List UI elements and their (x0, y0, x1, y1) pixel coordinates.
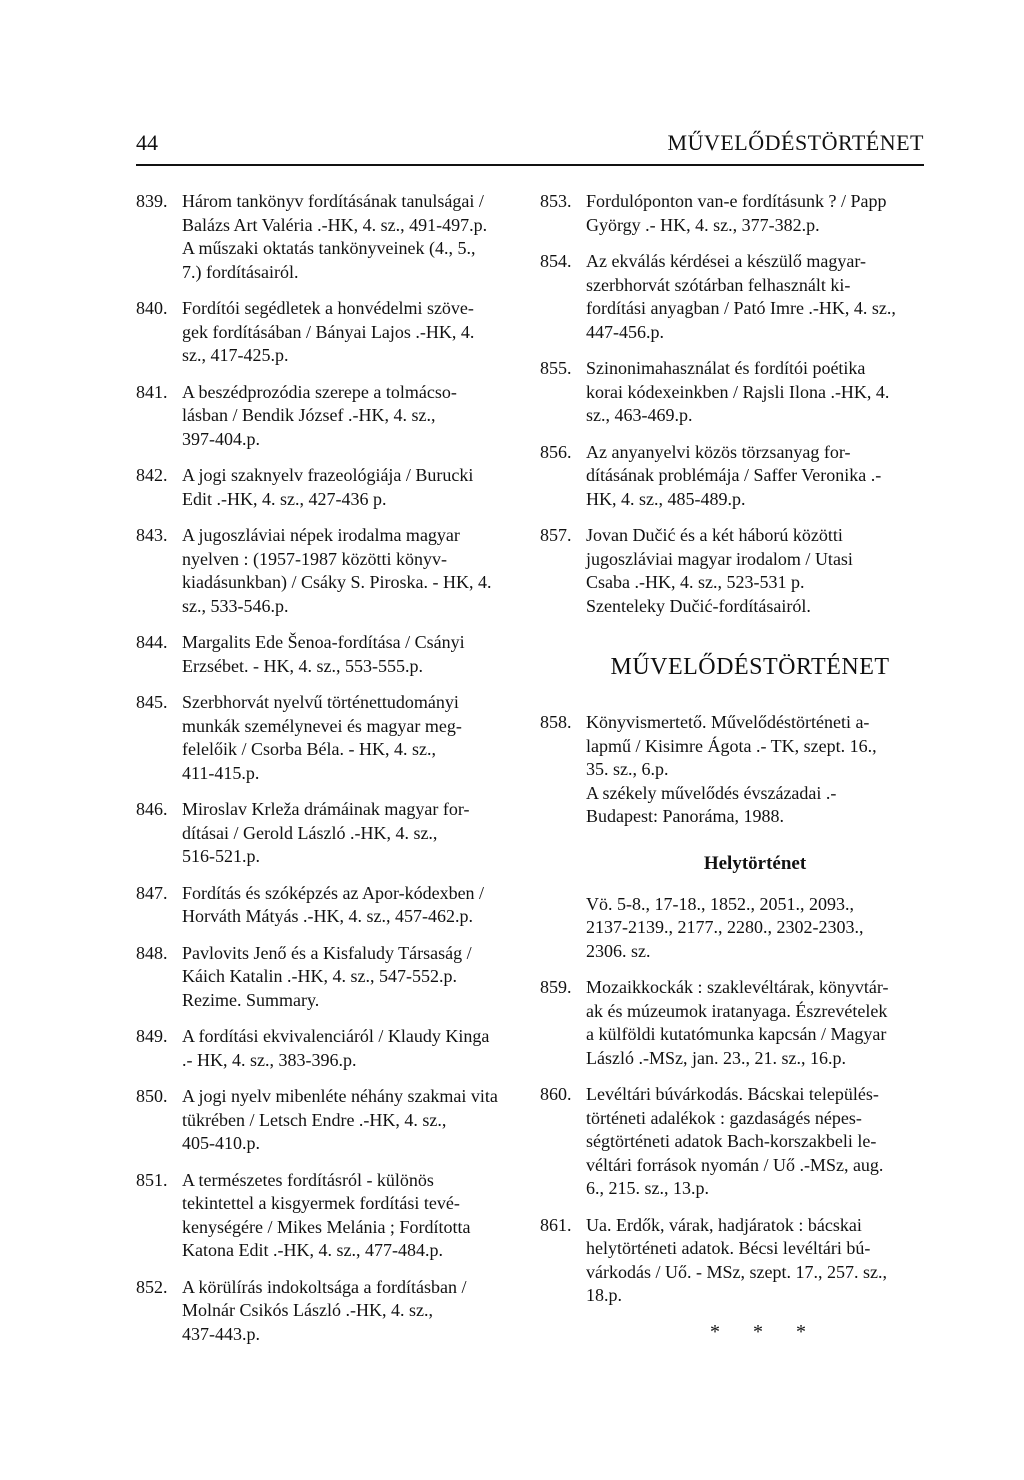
bibliography-entry (136, 942, 506, 1013)
end-mark: * * * (710, 1320, 820, 1343)
entry-text: Az ekválás kérdései a készülő magyar- szerbhorvát szótárban felhasznált ki- fordítási anyagban / Pató Imre .-HK, 4. sz., 447-456.p. (586, 251, 896, 342)
entry-number: 855. (540, 358, 572, 378)
entry-text: A beszédprozódia szerepe a tolmácso- lásban / Bendik József .-HK, 4. sz., 397-404.p. (182, 381, 457, 449)
bibliography-entry (136, 190, 506, 284)
entry-number: 849. (136, 1026, 168, 1046)
bibliography-entry (136, 798, 506, 869)
entry-text: Ua. Erdők, várak, hadjáratok : bácskai helytörténeti adatok. Bécsi levéltári bú- várkodás / Uő. - MSz, szept. 17., 257. sz., 18.p. (586, 1214, 887, 1305)
entry-number: 845. (136, 692, 168, 712)
bibliography-entry (136, 882, 506, 929)
bibliography-entry (540, 441, 930, 512)
entry-number: 854. (540, 251, 572, 271)
bibliography-entry (136, 297, 506, 368)
bibliography-entry (540, 357, 930, 428)
bibliography-entry (136, 381, 506, 452)
entry-text: Szinonimahasználat és fordítói poétika korai kódexeinkben / Rajsli Ilona .-HK, 4. sz., 463-469.p. (586, 358, 890, 425)
right-column (540, 190, 930, 1344)
entry-number: 841. (136, 381, 168, 402)
entry-number: 859. (540, 977, 572, 997)
bibliography-entry (540, 1214, 930, 1308)
running-title: MŰVELŐDÉSTÖRTÉNET (667, 130, 924, 155)
entry-text: A jogi nyelv mibenléte néhány szakmai vita tükrében / Letsch Endre .-HK, 4. sz., 405-410.p. (182, 1086, 498, 1153)
entry-text: Fordítói segédletek a honvédelmi szöve- gek fordításában / Bányai Lajos .-HK, 4. sz., 417-425.p. (182, 298, 475, 365)
entry-text: Szerbhorvát nyelvű történettudományi munkák személynevei és magyar meg- felelőik / Csorba Béla. - HK, 4. sz., 411-415.p. (182, 692, 462, 783)
bibliography-entry (136, 1025, 506, 1072)
entry-text: A jugoszláviai népek irodalma magyar nyelven : (1957-1987 közötti könyv- kiadásunkban) / Csáky S. Piroska. - HK, 4. sz., 533-546.p. (182, 525, 492, 616)
bibliography-entry (136, 1169, 506, 1263)
entry-number: 857. (540, 525, 572, 545)
entry-text: Három tankönyv fordításának tanulságai / Balázs Art Valéria .-HK, 4. sz., 491-497.p. A műszaki oktatás tankönyveinek (4., 5., 7.) fordításairól. (182, 191, 488, 282)
entry-number: 861. (540, 1214, 572, 1235)
entry-text: Az anyanyelvi közös törzsanyag for- dításának problémája / Saffer Veronika .- HK, 4. sz., 485-489.p. (586, 441, 882, 509)
entry-number: 846. (136, 799, 168, 819)
bibliography-entry (136, 1085, 506, 1156)
bibliography-entry (136, 631, 506, 678)
entry-text: Fordítás és szóképzés az Apor-kódexben / Horváth Mátyás .-HK, 4. sz., 457-462.p. (182, 882, 485, 926)
bibliography-entry (136, 691, 506, 785)
entry-text: Miroslav Krleža drámáinak magyar for- dításai / Gerold László .-HK, 4. sz., 516-521.p. (182, 799, 470, 866)
bibliography-entry (540, 1083, 930, 1201)
entry-text: A jogi szaknyelv frazeológiája / Burucki Edit .-HK, 4. sz., 427-436 p. (182, 465, 474, 509)
entry-number: 852. (136, 1276, 168, 1297)
page-number: 44 (136, 130, 158, 155)
entry-text: Levéltári búvárkodás. Bácskai település- történeti adalékok : gazdaságés népes- ségtörténeti adatok Bach-korszakbeli le- véltári források nyomán / Uő .-MSz, aug. 6., 215. sz., 13.p. (586, 1084, 884, 1198)
left-column (136, 190, 506, 1359)
entry-text: Pavlovits Jenő és a Kisfaludy Társaság / Káich Katalin .-HK, 4. sz., 547-552.p. Rezime. Summary. (182, 942, 472, 1010)
entry-text: A körülírás indokoltsága a fordításban / Molnár Csikós László .-HK, 4. sz., 437-443.p. (182, 1276, 467, 1344)
bibliography-entry (540, 976, 930, 1070)
entry-number: 840. (136, 298, 168, 318)
entry-text: Margalits Ede Šenoa-fordítása / Csányi Erzsébet. - HK, 4. sz., 553-555.p. (182, 632, 465, 676)
bibliography-entry (136, 1276, 506, 1347)
section-heading: MŰVELŐDÉSTÖRTÉNET (610, 654, 890, 680)
entry-number: 843. (136, 525, 168, 545)
entry-text: A fordítási ekvivalenciáról / Klaudy Kinga .- HK, 4. sz., 383-396.p. (182, 1026, 490, 1070)
entry-number: 842. (136, 465, 168, 485)
cross-reference: Vö. 5-8., 17-18., 1852., 2051., 2093., 2137-2139., 2177., 2280., 2302-2303., 2306. sz. (586, 893, 864, 961)
bibliography-entry (136, 464, 506, 511)
page-header (136, 128, 924, 166)
bibliography-entry (540, 250, 930, 344)
entry-number: 847. (136, 882, 168, 903)
entry-text: A természetes fordításról - különös tekintettel a kisgyermek fordítási tevé- kenységére / Mikes Melánia ; Fordította Katona Edit .-HK, 4. sz., 477-484.p. (182, 1169, 471, 1260)
entry-text: Könyvismertető. Művelődéstörténeti a- lapmű / Kisimre Ágota .- TK, szept. 16., 35. sz., 6.p. A székely művelődés évszázadai .- Budapest: Panoráma, 1988. (586, 712, 877, 826)
entry-text: Fordulóponton van-e fordításunk ? / Papp György .- HK, 4. sz., 377-382.p. (586, 191, 887, 235)
bibliography-entry (540, 524, 930, 618)
bibliography-entry (136, 524, 506, 618)
entry-number: 844. (136, 632, 168, 652)
entry-text: Jovan Dučić és a két háború közötti jugoszláviai magyar irodalom / Utasi Csaba .-HK, 4. sz., 523-531 p. Szenteleky Dučić-fordításairól. (586, 525, 853, 616)
entry-number: 850. (136, 1086, 168, 1106)
entry-number: 851. (136, 1169, 168, 1190)
entry-number: 860. (540, 1084, 572, 1104)
entry-number: 853. (540, 191, 572, 211)
bibliography-entry (540, 711, 930, 829)
bibliography-entry (540, 190, 930, 237)
entry-number: 858. (540, 712, 572, 732)
entry-number: 848. (136, 942, 168, 963)
sub-heading: Helytörténet (703, 852, 807, 874)
entry-number: 839. (136, 191, 168, 211)
entry-text: Mozaikkockák : szaklevéltárak, könyvtár- ak és múzeumok iratanyaga. Észrevételek a külföldi kutatómunka kapcsán / Magyar László .-MSz, jan. 23., 21. sz., 16.p. (586, 977, 889, 1068)
entry-number: 856. (540, 441, 572, 462)
